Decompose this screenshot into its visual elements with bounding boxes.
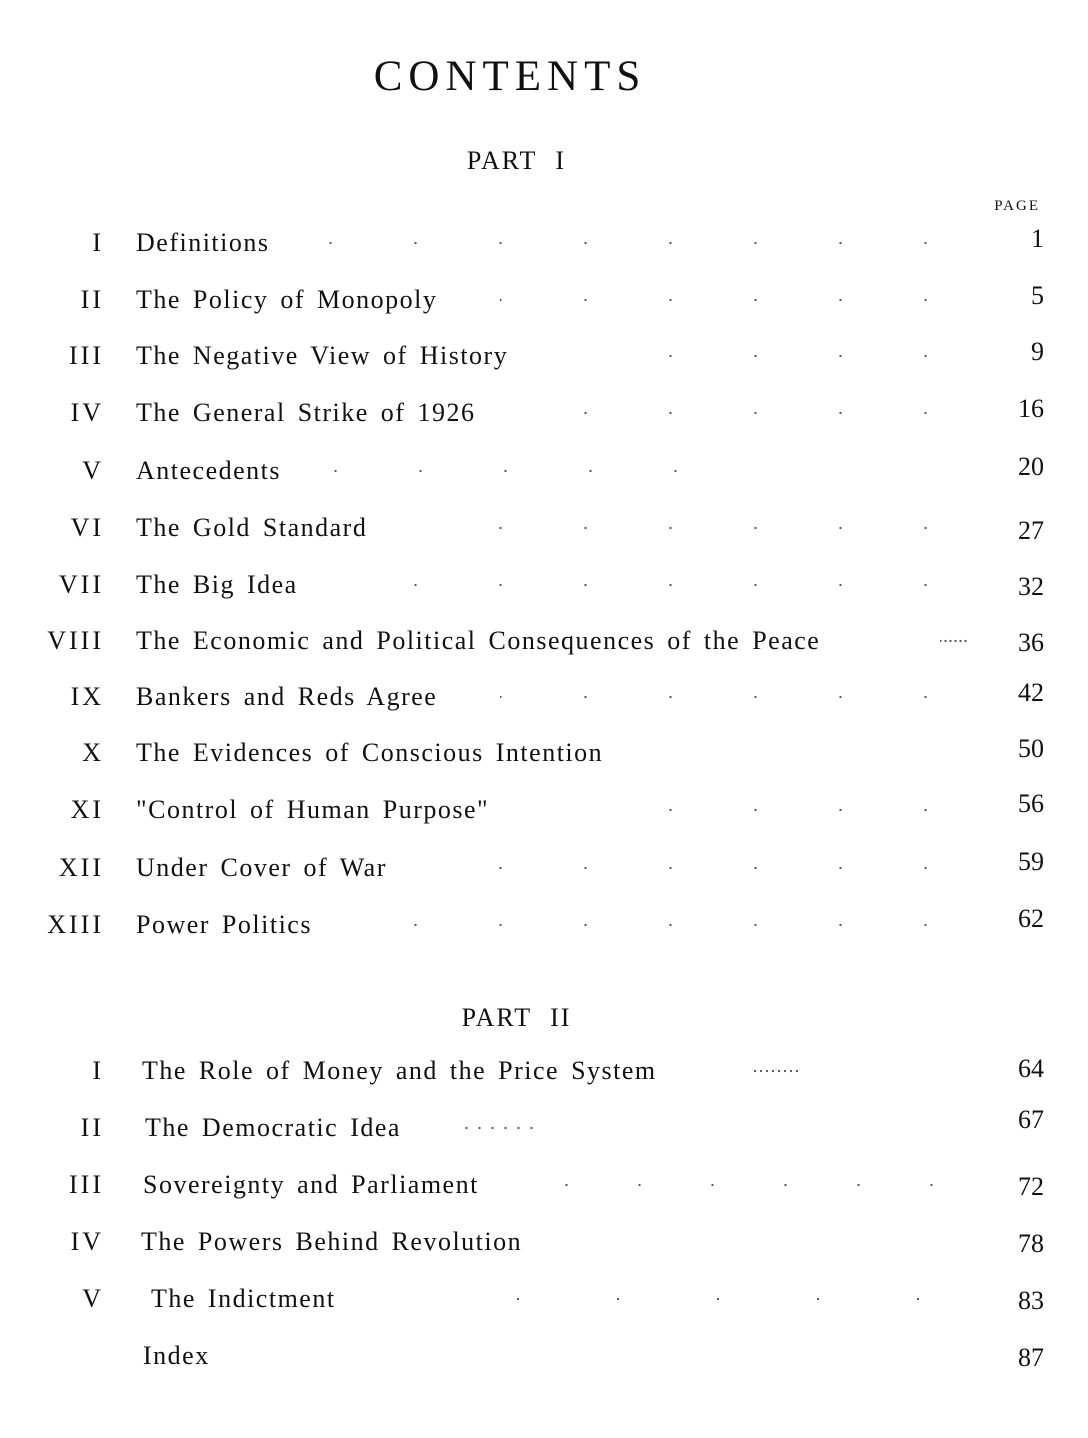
dot-leader bbox=[310, 456, 718, 486]
chapter-title: The Economic and Political Consequences of the Peace bbox=[136, 626, 821, 655]
chapter-title: The Role of Money and the Price System bbox=[142, 1056, 657, 1085]
page-number: 64 bbox=[1018, 1054, 1044, 1083]
chapter-title: The Indictment bbox=[151, 1284, 336, 1313]
page-number: 5 bbox=[1031, 281, 1044, 310]
chapter-title: Bankers and Reds Agree bbox=[136, 682, 438, 711]
toc-entry[interactable] bbox=[0, 1170, 1088, 1210]
chapter-number: VI bbox=[70, 513, 104, 542]
page-number: 1 bbox=[1031, 224, 1044, 253]
chapter-title: The Democratic Idea bbox=[145, 1113, 401, 1142]
part-two-label: PART II bbox=[461, 1003, 572, 1032]
toc-entry[interactable] bbox=[0, 452, 1088, 496]
chapter-number: V bbox=[82, 456, 104, 485]
chapter-title: "Control of Human Purpose" bbox=[136, 795, 490, 824]
page-number: 67 bbox=[1018, 1105, 1044, 1134]
index-title: Index bbox=[143, 1341, 210, 1370]
chapter-number: XIII bbox=[47, 910, 104, 939]
chapter-title: Power Politics bbox=[136, 910, 312, 939]
chapter-title: Antecedents bbox=[136, 456, 282, 485]
dot-leader bbox=[560, 1170, 968, 1200]
chapter-title: The Negative View of History bbox=[136, 341, 509, 370]
chapter-number: III bbox=[69, 1170, 104, 1199]
chapter-title: The Powers Behind Revolution bbox=[141, 1227, 523, 1256]
dot-leader bbox=[340, 570, 968, 600]
toc-entry[interactable] bbox=[0, 904, 1088, 950]
chapter-number: XII bbox=[58, 853, 104, 882]
toc-entry[interactable] bbox=[0, 626, 1088, 666]
toc-entry[interactable] bbox=[0, 513, 1088, 553]
page-number: 59 bbox=[1018, 847, 1044, 876]
page-number: 32 bbox=[1018, 572, 1044, 601]
dot-leader bbox=[300, 228, 968, 258]
chapter-number: II bbox=[80, 285, 104, 314]
chapter-title: Sovereignty and Parliament bbox=[143, 1170, 479, 1199]
page-number: 87 bbox=[1018, 1343, 1044, 1372]
dot-leader bbox=[500, 285, 968, 315]
chapter-number: III bbox=[69, 341, 104, 370]
page-number: 20 bbox=[1018, 452, 1044, 481]
page-number: 83 bbox=[1018, 1286, 1044, 1315]
chapter-title: The Gold Standard bbox=[136, 513, 368, 542]
dot-leader bbox=[940, 626, 968, 656]
dot-leader bbox=[430, 513, 968, 543]
chapter-number: IV bbox=[70, 398, 104, 427]
chapter-title: The Policy of Monopoly bbox=[136, 285, 438, 314]
chapter-title: Under Cover of War bbox=[136, 853, 387, 882]
chapter-number: I bbox=[92, 228, 104, 257]
chapter-number: V bbox=[82, 1284, 104, 1313]
dot-leader bbox=[545, 398, 968, 428]
page-number: 72 bbox=[1018, 1172, 1044, 1201]
contents-heading: CONTENTS bbox=[373, 53, 647, 100]
dot-leader bbox=[590, 795, 968, 825]
dot-leader bbox=[420, 1284, 968, 1314]
page-number: 78 bbox=[1018, 1229, 1044, 1258]
page-number: 42 bbox=[1018, 678, 1044, 707]
dot-leader bbox=[462, 1113, 538, 1143]
part-one-label: PART I bbox=[466, 146, 567, 175]
chapter-number: IX bbox=[70, 682, 104, 711]
page-number: 27 bbox=[1018, 516, 1044, 545]
page-column-label: PAGE bbox=[994, 198, 1040, 214]
toc-entry[interactable] bbox=[0, 734, 1088, 778]
toc-entry[interactable] bbox=[0, 678, 1088, 722]
chapter-title: The General Strike of 1926 bbox=[136, 398, 476, 427]
dot-leader bbox=[590, 341, 968, 371]
chapter-title: Definitions bbox=[136, 228, 270, 257]
toc-entry[interactable] bbox=[0, 1056, 1088, 1096]
toc-entry[interactable] bbox=[0, 1105, 1088, 1153]
toc-entry[interactable] bbox=[0, 1284, 1088, 1324]
dot-leader bbox=[350, 910, 968, 940]
toc-entry[interactable] bbox=[0, 337, 1088, 381]
dot-leader bbox=[450, 853, 968, 883]
chapter-number: VIII bbox=[47, 626, 104, 655]
toc-entry[interactable] bbox=[0, 570, 1088, 610]
toc-entry[interactable] bbox=[0, 789, 1088, 835]
page-number: 16 bbox=[1018, 394, 1044, 423]
chapter-title: The Big Idea bbox=[136, 570, 298, 599]
toc-entry[interactable] bbox=[0, 394, 1088, 438]
page-number: 56 bbox=[1018, 789, 1044, 818]
toc-entry[interactable] bbox=[0, 1227, 1088, 1267]
toc-entry[interactable] bbox=[0, 281, 1088, 325]
chapter-number: IV bbox=[70, 1227, 104, 1256]
chapter-number: I bbox=[92, 1056, 104, 1085]
dot-leader bbox=[500, 682, 968, 712]
toc-entry[interactable] bbox=[0, 847, 1088, 893]
chapter-number: II bbox=[80, 1113, 104, 1142]
chapter-title: The Evidences of Conscious Intention bbox=[136, 738, 604, 767]
chapter-number: VII bbox=[58, 570, 104, 599]
page-number: 50 bbox=[1018, 734, 1044, 763]
page-number: 62 bbox=[1018, 904, 1044, 933]
page-number: 9 bbox=[1031, 337, 1044, 366]
chapter-number: X bbox=[82, 738, 104, 767]
page-number: 36 bbox=[1018, 628, 1044, 657]
toc-entry[interactable] bbox=[0, 224, 1088, 268]
chapter-number: XI bbox=[70, 795, 104, 824]
toc-entry[interactable] bbox=[0, 1341, 1088, 1381]
dot-leader bbox=[752, 1056, 800, 1086]
